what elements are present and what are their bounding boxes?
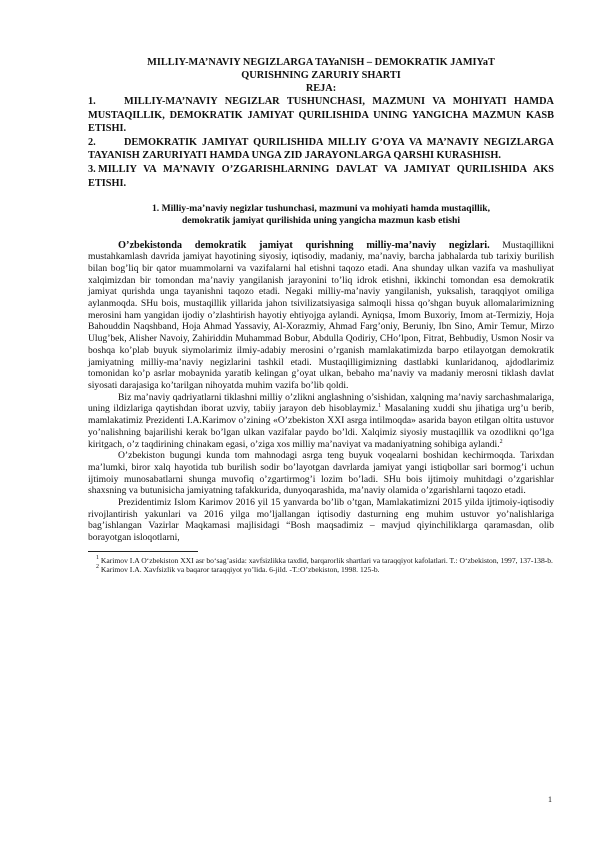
body-paragraph: Prezidentimiz Islom Karimov 2016 yil 15 yanvarda bo’lib o’tgan, Mamlakatimizni 2015 yilda ijtimoiy-iqtisodiy rivojlantirish yakunlari va 2016 yilga mo’ljallangan iqtisodiy dasturning eng muhim ustuvor yo’nalishlariga bag’ishlangan Vazirlar Maqkamasi majlisidagi “Bosh maqsadimiz – mavjud qiyinchiliklarga qaramasdan, olib borayotgan isloqotlarni, (88, 497, 554, 544)
footnote-divider (88, 551, 198, 552)
body-paragraph (88, 392, 554, 451)
footnote (88, 556, 554, 566)
paragraph-text: Biz ma’naviy qadriyatlarni tiklashni milliy o’zlikni anglashning o’sishidan, xalqning ma’naviy sarchashmalariga, uning ildizlariga qaytishdan iborat uzviy, tabiiy jarayon deb hisoblaymiz. (88, 391, 554, 415)
title-line-1: MILLIY-MA’NAVIY NEGIZLARGA TAYaNISH – DEMOKRATIK JAMIYaT (147, 57, 495, 68)
footnote-text: Karimov I.A. Xavfsizlik va baqaror taraqqiyot yo’lida. 6-jild. -T.:O’zbekiston, 1998. 125-b. (100, 565, 380, 575)
plan-item (88, 136, 554, 163)
plan-item-number: 2. (88, 136, 96, 148)
footnote-text: Karimov I.A O‘zbekiston XXI asr bo‘sag’asida: xavfsizlikka taxdid, barqarorlik shartlari va taraqqiyot kafolatlari. T.: O‘zbekiston, 1997, 137-138-b. (100, 555, 553, 565)
plan-label: REJA: (305, 83, 337, 94)
footnote-ref[interactable]: 2 (499, 438, 503, 445)
footnote-number: 1 (96, 554, 99, 561)
body-paragraph: O’zbekiston bugungi kunda tom mahnodagi asrga teng buyuk voqealarni boshidan kechirmoqda. Tarixdan ma’lumki, biror xalq hayotida tub burilish sodir bo’layotgan davrlarda jamiyat yangi istiqbollar sari bormog’i uchun ijtimoiy munosabatlarni shunga muvofiq o’zgartirmog’i lozim bo’ladi. SHu bois ijtimoiy muhitdagi o’zgarishlar shaxsning va butunisicha jamiyatning tafakkurida, dunyoqarashida, ma’naviy olamida o’zgarishlarni taqozo etadi. (88, 450, 554, 497)
plan-item (88, 95, 554, 136)
plan-item (88, 163, 554, 190)
body-paragraph (88, 240, 554, 392)
plan-item-text: DEMOKRATIK JAMIYAT QURILISHIDA MILLIY G’OYA VA MA’NAVIY NEGIZLARGA TAYANISH ZARURIYATI HAMDA UNGA ZID JARAYONLARGA QARSHI KURASHISH. (88, 136, 554, 162)
footnote (88, 565, 554, 575)
page-number: 1 (548, 795, 552, 804)
section-title: 1. Milliy-ma’naviy negizlar tushunchasi, mazmuni va mohiyati hamda mustaqillik, demokratik jamiyat qurilishida uning yangicha mazmun kasb etishi (151, 203, 491, 227)
footnote-number: 2 (96, 564, 99, 571)
document-page (88, 56, 554, 575)
document-title (88, 56, 554, 82)
footnote-ref[interactable]: 1 (378, 403, 382, 410)
plan-item-number: 1. (88, 96, 96, 107)
plan-item-text: MILLIY-MA’NAVIY NEGIZLAR TUSHUNCHASI, MAZMUNI VA MOHIYATI HAMDA MUSTAQILLIK, DEMOKRATIK JAMIYAT QURILISHIDA UNING YANGICHA MAZMUN KASB ETISHI. (88, 96, 554, 135)
paragraph-text: Mustaqillikni mustahkamlash davrida jamiyat hayotining siyosiy, iqtisodiy, madaniy, ma’naviy, barcha jabhalarda tub tarixiy burilish bilan bog’liq bir qator muammolarni va vazifalarni hal etishni taqozo etadi. Ana shunday ulkan vazifa va mashuliyat xalqimizdan bir tomondan ma’naviy yangilanish jarayonini to’liq idrok etishni, ikkinchi tomondan esa demokratik jamiyat qurishda unga tayanishni taqozo etadi. Negaki milliy-ma’naviy yangilanish, yuksalish, taraqqiyot omiliga aylanmoqda. SHu bois, mustaqillik yillarida jahon tsivilizatsiyasiga salmoqli hissa qo’shgan buyuk allomalarimizning merosini ham yangidan ijodiy o’zlashtirish hayotiy ehtiyojga aylandi. Ayniqsa, Imom Buxoriy, Imom at-Termiziy, Hoja Bahouddin Naqshband, Hoja Ahmad Yassaviy, Al-Xorazmiy, Ahmad Farg’oniy, Beruniy, Ibn Sino, Amir Temur, Mirzo Ulug’bek, Alisher Navoiy, Zahiriddin Muhammad Bobur, Abdulla Qodiriy, CHo’lpon, Fitrat, Behbudiy, Usmon Nosir va boshqa ko’plab buyuk siymolarimiz ilmiy-adabiy merosini o’rganish mamlakatimizda barpo etilayotgan demokratik jamiyatning milliy-ma’naviy negizlarini tashkil etadi. Mustaqilligimizning dastlabki kunlaridanoq, ajdodlarimiz tomonidan ko’p asrlar mobaynida yaratib kelingan g’oyat ulkan, bebaho ma’naviy va madaniy merosni tiklash davlat siyosati darajasiga ko’tarilgan nihoyatda muhim vazifa bo’lib qoldi. (88, 239, 554, 391)
paragraph-lead: O’zbekistonda demokratik jamiyat qurishning milliy-ma’naviy negizlari. (118, 239, 490, 251)
title-line-2: QURISHNING ZARURIY SHARTI (241, 70, 401, 81)
plan-item-number: 3. (88, 163, 96, 175)
plan-item-text: MILLIY VA MA’NAVIY O’ZGARISHLARNING DAVLAT VA JAMIYAT QURILISHIDA AKS ETISHI. (88, 163, 554, 189)
paragraph-text: Masalaning xuddi shu jihatiga urg’u berib, mamlakatimiz Prezidenti I.A.Karimov o’zining «O’zbekiston XXI asrga intilmoqda» asarida bayon etilgan oltita ustuvor yo’nalishning bajarilishi kerak bo’lgan ulkan vazifalar paydo bo’ldi. Xalqimiz siyosiy mustaqillik va ozodlikni qo’lga kiritgach, o’z taqdirining chinakam egasi, o’ziga xos milliy ma’naviyat va madaniyatning sohibiga aylandi. (88, 403, 554, 450)
